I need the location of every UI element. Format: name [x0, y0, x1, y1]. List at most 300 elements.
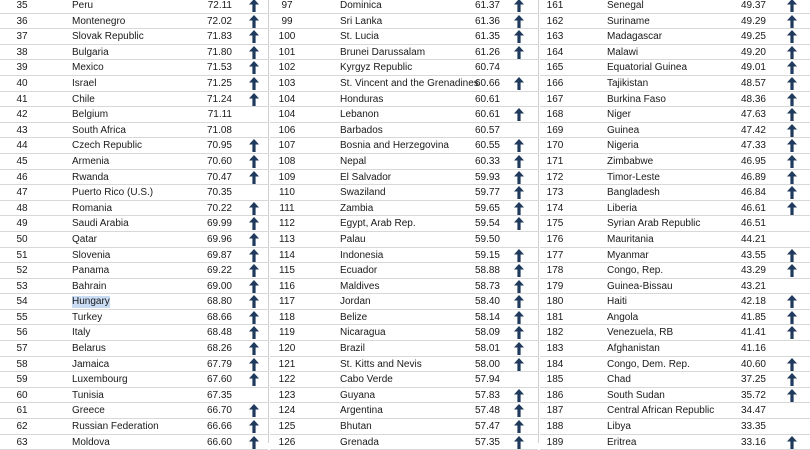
arrow-up-icon — [787, 389, 797, 402]
table-row — [0, 263, 268, 279]
rank-cell: 122 — [278, 374, 296, 386]
rank-cell: 164 — [546, 46, 564, 58]
rank-cell: 114 — [279, 249, 295, 261]
country-cell: Dominica — [340, 0, 382, 11]
rank-cell: 62 — [16, 421, 28, 433]
score-cell: 41.16 — [740, 343, 766, 355]
score-cell: 59.54 — [474, 218, 500, 230]
ranking-column-1 — [0, 0, 268, 450]
country-cell: Rwanda — [72, 171, 109, 183]
country-cell: Nigeria — [607, 140, 639, 152]
arrow-up-icon — [514, 342, 524, 355]
arrow-up-icon — [787, 311, 797, 324]
score-cell: 61.26 — [474, 46, 500, 58]
table-row — [270, 14, 538, 30]
arrow-up-icon — [514, 249, 524, 262]
table-row — [540, 279, 810, 295]
table-row — [0, 357, 268, 373]
country-cell: Afghanistan — [607, 343, 660, 355]
table-row — [270, 357, 538, 373]
country-cell: Mexico — [72, 62, 104, 74]
table-row — [540, 232, 810, 248]
score-cell: 60.33 — [474, 155, 500, 167]
score-cell: 57.94 — [474, 374, 500, 386]
table-row — [270, 372, 538, 388]
table-row — [0, 123, 268, 139]
table-row — [0, 419, 268, 435]
table-row — [270, 310, 538, 326]
country-cell: Malawi — [607, 46, 639, 58]
rank-cell: 44 — [16, 140, 28, 152]
table-row — [0, 216, 268, 232]
arrow-up-icon — [514, 264, 524, 277]
table-row — [540, 357, 810, 373]
score-cell: 67.35 — [206, 389, 232, 401]
arrow-up-icon — [249, 342, 259, 355]
score-cell: 61.35 — [474, 31, 500, 43]
score-cell: 49.20 — [740, 46, 766, 58]
ranking-column-2 — [270, 0, 538, 450]
rank-cell: 112 — [279, 218, 295, 230]
arrow-up-icon — [514, 404, 524, 417]
arrow-up-icon — [249, 233, 259, 246]
table-row — [540, 403, 810, 419]
country-cell: Zimbabwe — [607, 155, 654, 167]
score-cell: 68.26 — [206, 343, 232, 355]
rank-cell: 167 — [546, 93, 564, 105]
rank-cell: 38 — [16, 46, 28, 58]
arrow-up-icon — [787, 436, 797, 449]
country-cell: Armenia — [72, 155, 110, 167]
country-cell: Equatorial Guinea — [607, 62, 688, 74]
arrow-up-icon — [249, 155, 259, 168]
rank-cell: 162 — [546, 15, 564, 27]
rank-cell: 113 — [279, 233, 295, 245]
rank-cell: 108 — [278, 155, 296, 167]
score-cell: 41.85 — [740, 311, 766, 323]
country-cell: Jordan — [340, 296, 371, 308]
table-row — [0, 248, 268, 264]
rank-cell: 110 — [279, 187, 295, 199]
rank-cell: 45 — [16, 155, 28, 167]
score-cell: 70.60 — [206, 155, 232, 167]
column-divider — [538, 0, 539, 443]
score-cell: 58.14 — [474, 311, 500, 323]
score-cell: 66.60 — [206, 436, 232, 448]
score-cell: 72.11 — [207, 0, 232, 11]
arrow-up-icon — [514, 389, 524, 402]
rank-cell: 186 — [546, 389, 564, 401]
table-row — [540, 263, 810, 279]
table-row — [540, 310, 810, 326]
country-cell: Israel — [72, 77, 97, 89]
rank-cell: 97 — [281, 0, 293, 11]
country-cell: Angola — [607, 311, 639, 323]
table-row — [0, 341, 268, 357]
score-cell: 46.61 — [740, 202, 766, 214]
country-cell: Argentina — [340, 405, 383, 417]
arrow-up-icon — [249, 77, 259, 90]
table-row — [540, 0, 810, 14]
rank-cell: 120 — [278, 343, 296, 355]
rank-cell: 188 — [546, 421, 564, 433]
score-cell: 69.87 — [206, 249, 232, 261]
score-cell: 57.83 — [474, 389, 500, 401]
table-row — [540, 92, 810, 108]
rank-cell: 40 — [16, 77, 28, 89]
score-cell: 43.55 — [740, 249, 766, 261]
country-cell: Liberia — [607, 202, 638, 214]
rank-cell: 99 — [281, 15, 293, 27]
score-cell: 43.29 — [740, 265, 766, 277]
country-cell: Lebanon — [340, 109, 379, 121]
rank-cell: 60 — [16, 389, 28, 401]
table-row — [0, 60, 268, 76]
rank-cell: 109 — [278, 171, 296, 183]
arrow-up-icon — [787, 295, 797, 308]
score-cell: 37.25 — [740, 374, 766, 386]
rank-cell: 41 — [16, 93, 28, 105]
score-cell: 47.63 — [740, 109, 766, 121]
rank-cell: 51 — [16, 249, 28, 261]
country-cell: South Sudan — [607, 389, 665, 401]
arrow-up-icon — [787, 139, 797, 152]
table-row — [540, 372, 810, 388]
table-row — [270, 107, 538, 123]
table-row — [270, 45, 538, 61]
rank-cell: 163 — [546, 31, 564, 43]
table-row — [540, 154, 810, 170]
table-row — [0, 107, 268, 123]
table-row — [0, 435, 268, 450]
arrow-up-icon — [787, 171, 797, 184]
arrow-up-icon — [787, 186, 797, 199]
rank-cell: 102 — [278, 62, 296, 74]
table-row — [0, 294, 268, 310]
rank-cell: 107 — [278, 140, 296, 152]
score-cell: 58.73 — [474, 280, 500, 292]
rank-cell: 180 — [546, 296, 564, 308]
column-divider — [268, 0, 269, 443]
country-cell: Puerto Rico (U.S.) — [72, 187, 154, 199]
table-row — [0, 310, 268, 326]
table-row — [540, 138, 810, 154]
table-row — [0, 372, 268, 388]
country-cell: Bulgaria — [72, 46, 109, 58]
country-cell: Qatar — [72, 233, 98, 245]
rank-cell: 124 — [278, 405, 296, 417]
rank-cell: 35 — [16, 0, 28, 11]
country-cell: Eritrea — [607, 436, 637, 448]
rank-cell: 58 — [16, 358, 28, 370]
arrow-up-icon — [249, 373, 259, 386]
rank-cell: 101 — [278, 46, 296, 58]
rank-cell: 48 — [16, 202, 28, 214]
country-cell: Niger — [607, 109, 631, 121]
table-row — [0, 279, 268, 295]
arrow-up-icon — [514, 139, 524, 152]
country-cell: Jamaica — [72, 358, 110, 370]
table-row — [540, 435, 810, 450]
arrow-up-icon — [787, 202, 797, 215]
score-cell: 70.95 — [206, 140, 232, 152]
score-cell: 66.70 — [206, 405, 232, 417]
arrow-up-icon — [249, 139, 259, 152]
table-row — [270, 0, 538, 14]
arrow-up-icon — [514, 358, 524, 371]
rank-cell: 47 — [16, 187, 28, 199]
rank-cell: 182 — [546, 327, 564, 339]
country-cell: Slovak Republic — [72, 31, 144, 43]
arrow-up-icon — [249, 420, 259, 433]
score-cell: 34.47 — [740, 405, 766, 417]
table-row — [270, 123, 538, 139]
table-row — [270, 294, 538, 310]
arrow-up-icon — [249, 0, 259, 12]
score-cell: 59.93 — [474, 171, 500, 183]
score-cell: 58.00 — [474, 358, 500, 370]
score-cell: 71.11 — [207, 109, 232, 121]
rank-cell: 43 — [16, 124, 28, 136]
score-cell: 70.35 — [206, 187, 232, 199]
table-row — [270, 419, 538, 435]
country-cell: Panama — [72, 265, 110, 277]
rank-cell: 52 — [16, 265, 28, 277]
arrow-up-icon — [249, 280, 259, 293]
arrow-up-icon — [514, 217, 524, 230]
country-cell: Brazil — [340, 343, 366, 355]
table-row — [0, 232, 268, 248]
rank-cell: 177 — [546, 249, 564, 261]
rank-cell: 104 — [278, 109, 296, 121]
score-cell: 69.96 — [206, 233, 232, 245]
rank-cell: 189 — [546, 436, 564, 448]
country-cell: South Africa — [72, 124, 126, 136]
score-cell: 46.89 — [740, 171, 766, 183]
rank-cell: 49 — [16, 218, 28, 230]
rank-cell: 61 — [16, 405, 28, 417]
arrow-up-icon — [787, 93, 797, 106]
rank-cell: 36 — [16, 15, 28, 27]
arrow-up-icon — [249, 249, 259, 262]
score-cell: 71.83 — [206, 31, 232, 43]
country-cell: Russian Federation — [72, 421, 159, 433]
country-cell: Peru — [72, 0, 94, 11]
country-cell: Slovenia — [72, 249, 111, 261]
table-row — [270, 29, 538, 45]
arrow-up-icon — [787, 77, 797, 90]
table-row — [270, 138, 538, 154]
table-row — [0, 403, 268, 419]
arrow-up-icon — [787, 108, 797, 121]
country-cell: Honduras — [340, 93, 384, 105]
country-cell: Guinea — [607, 124, 640, 136]
country-cell: Grenada — [340, 436, 379, 448]
rank-cell: 178 — [546, 265, 564, 277]
rank-cell: 46 — [16, 171, 28, 183]
rank-cell: 100 — [278, 31, 296, 43]
arrow-up-icon — [787, 15, 797, 28]
table-row — [270, 435, 538, 450]
table-row — [540, 325, 810, 341]
score-cell: 69.00 — [206, 280, 232, 292]
score-cell: 58.01 — [474, 343, 500, 355]
arrow-up-icon — [249, 46, 259, 59]
score-cell: 59.15 — [474, 249, 500, 261]
country-cell: Bosnia and Herzegovina — [340, 140, 449, 152]
arrow-up-icon — [249, 404, 259, 417]
country-cell: St. Lucia — [340, 31, 379, 43]
table-row — [540, 123, 810, 139]
score-cell: 61.37 — [474, 0, 500, 11]
table-row — [540, 60, 810, 76]
score-cell: 60.74 — [474, 62, 500, 74]
score-cell: 48.57 — [740, 77, 766, 89]
country-cell: Burkina Faso — [607, 93, 666, 105]
table-row — [0, 0, 268, 14]
country-cell: Suriname — [607, 15, 650, 27]
country-cell: Luxembourg — [72, 374, 128, 386]
table-row — [270, 60, 538, 76]
arrow-up-icon — [249, 311, 259, 324]
table-row — [540, 216, 810, 232]
country-cell: Madagascar — [607, 31, 663, 43]
country-cell: St. Kitts and Nevis — [340, 358, 422, 370]
rank-cell: 55 — [16, 311, 28, 323]
table-row — [270, 403, 538, 419]
score-cell: 42.18 — [740, 296, 766, 308]
rank-cell: 59 — [16, 374, 28, 386]
score-cell: 71.24 — [206, 93, 232, 105]
rank-cell: 63 — [16, 436, 28, 448]
score-cell: 58.88 — [474, 265, 500, 277]
arrow-up-icon — [514, 15, 524, 28]
score-cell: 71.53 — [206, 62, 232, 74]
country-cell: Guyana — [340, 389, 376, 401]
score-cell: 41.41 — [740, 327, 766, 339]
rank-cell: 183 — [546, 343, 564, 355]
country-cell: Central African Republic — [607, 405, 715, 417]
table-row — [270, 341, 538, 357]
score-cell: 33.35 — [740, 421, 766, 433]
score-cell: 67.60 — [206, 374, 232, 386]
table-row — [270, 232, 538, 248]
arrow-up-icon — [249, 171, 259, 184]
arrow-up-icon — [249, 358, 259, 371]
country-cell: Palau — [340, 233, 366, 245]
rank-cell: 126 — [278, 436, 296, 448]
arrow-up-icon — [787, 124, 797, 137]
table-row — [270, 201, 538, 217]
country-cell: Guinea-Bissau — [607, 280, 673, 292]
rank-cell: 56 — [16, 327, 28, 339]
rank-cell: 118 — [279, 311, 295, 323]
rank-cell: 123 — [278, 389, 296, 401]
arrow-up-icon — [249, 217, 259, 230]
rank-cell: 171 — [546, 155, 564, 167]
country-cell: Timor-Leste — [607, 171, 660, 183]
country-cell: Saudi Arabia — [72, 218, 129, 230]
score-cell: 46.84 — [740, 187, 766, 199]
table-row — [540, 341, 810, 357]
country-cell: Belgium — [72, 109, 109, 121]
score-cell: 48.36 — [740, 93, 766, 105]
arrow-up-icon — [787, 249, 797, 262]
rank-cell: 39 — [16, 62, 28, 74]
rank-cell: 116 — [279, 280, 295, 292]
arrow-up-icon — [787, 0, 797, 12]
arrow-up-icon — [514, 108, 524, 121]
rank-cell: 57 — [16, 343, 28, 355]
rank-cell: 181 — [546, 311, 564, 323]
country-cell: Bangladesh — [607, 187, 660, 199]
rank-cell: 165 — [546, 62, 564, 74]
score-cell: 47.42 — [740, 124, 766, 136]
arrow-up-icon — [787, 46, 797, 59]
table-row — [540, 201, 810, 217]
rank-cell: 175 — [546, 218, 564, 230]
rank-cell: 174 — [546, 202, 564, 214]
table-row — [270, 185, 538, 201]
country-cell: El Salvador — [340, 171, 392, 183]
country-cell: Belize — [340, 311, 368, 323]
country-cell: Chile — [72, 93, 95, 105]
table-row — [540, 29, 810, 45]
score-cell: 60.66 — [474, 77, 500, 89]
score-cell: 58.09 — [474, 327, 500, 339]
country-cell: Haiti — [607, 296, 628, 308]
table-row — [0, 138, 268, 154]
arrow-up-icon — [514, 77, 524, 90]
score-cell: 69.22 — [206, 265, 232, 277]
score-cell: 71.25 — [206, 77, 232, 89]
score-cell: 57.35 — [474, 436, 500, 448]
country-cell: Bhutan — [340, 421, 372, 433]
rank-cell: 187 — [546, 405, 564, 417]
country-cell: Swaziland — [340, 187, 386, 199]
score-cell: 57.48 — [474, 405, 500, 417]
score-cell: 46.51 — [740, 218, 766, 230]
score-cell: 61.36 — [474, 15, 500, 27]
arrow-up-icon — [514, 280, 524, 293]
country-cell: Belarus — [72, 343, 106, 355]
table-row — [270, 76, 538, 92]
score-cell: 60.61 — [474, 93, 500, 105]
country-cell: Cabo Verde — [340, 374, 393, 386]
country-cell: Indonesia — [340, 249, 384, 261]
rank-cell: 168 — [546, 109, 564, 121]
arrow-up-icon — [514, 326, 524, 339]
table-row — [0, 45, 268, 61]
country-cell: Greece — [72, 405, 105, 417]
table-row — [0, 388, 268, 404]
arrow-up-icon — [249, 436, 259, 449]
rank-cell: 117 — [279, 296, 295, 308]
table-row — [0, 154, 268, 170]
table-row — [270, 325, 538, 341]
score-cell: 68.48 — [206, 327, 232, 339]
rank-cell: 42 — [16, 109, 28, 121]
country-cell: Mauritania — [607, 233, 654, 245]
score-cell: 70.22 — [206, 202, 232, 214]
table-row — [540, 248, 810, 264]
country-cell: Turkey — [72, 311, 103, 323]
score-cell: 66.66 — [206, 421, 232, 433]
rank-cell: 54 — [16, 296, 28, 308]
table-row — [270, 92, 538, 108]
arrow-up-icon — [787, 358, 797, 371]
score-cell: 71.80 — [206, 46, 232, 58]
